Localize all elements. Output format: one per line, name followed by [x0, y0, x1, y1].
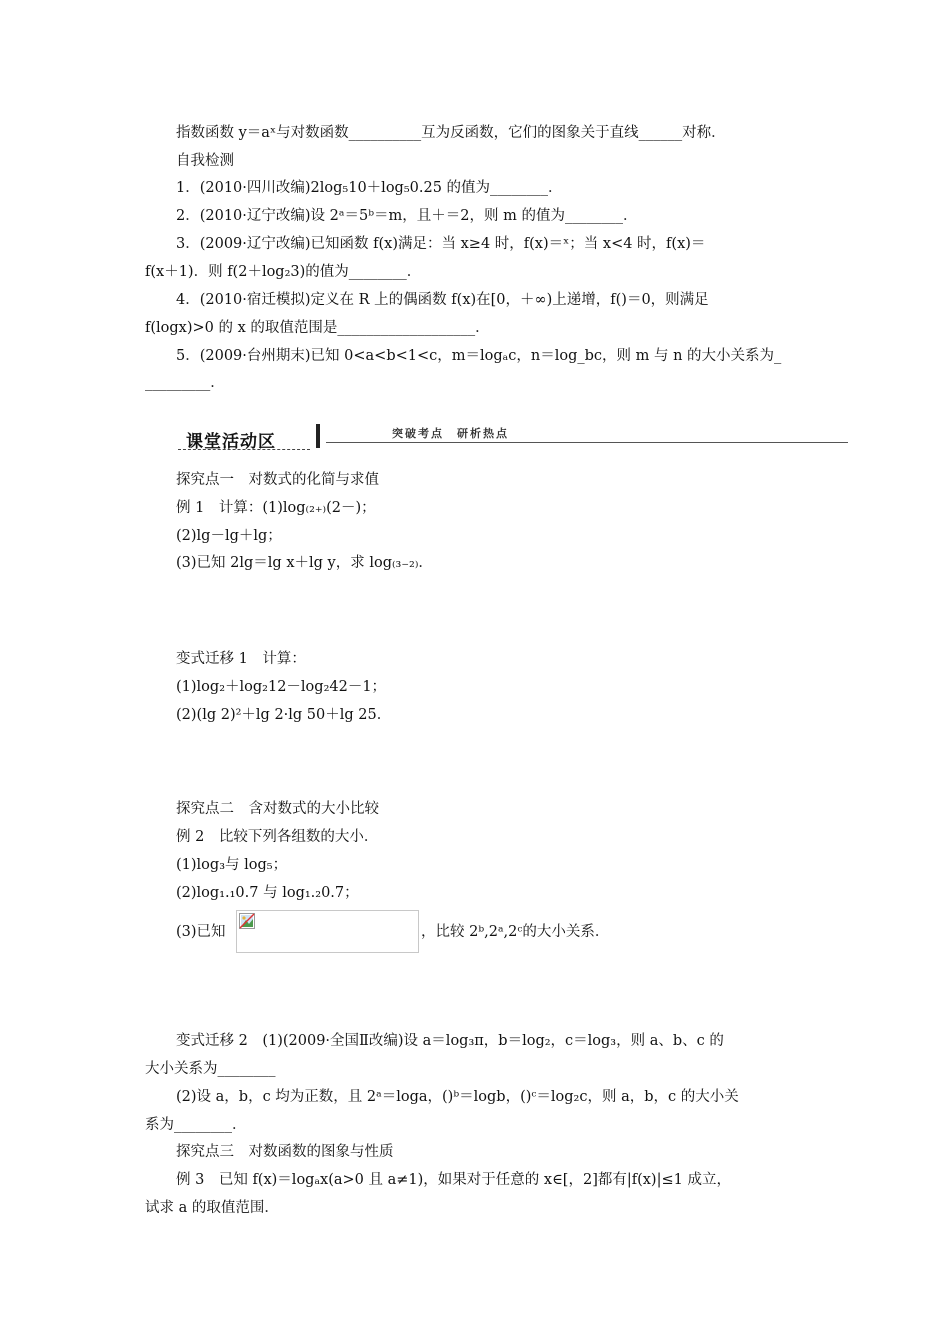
- variant-2-part-2-cont: 系为________．: [145, 1117, 247, 1133]
- question-2: 2．(2010·辽宁改编)设 2ᵃ＝5ᵇ＝m，且＋＝2，则 m 的值为________．: [176, 208, 638, 224]
- question-3: 3．(2009·辽宁改编)已知函数 f(x)满足：当 x≥4 时，f(x)＝ˣ；当 x<4 时，f(x)＝: [176, 236, 706, 252]
- banner-title: 课堂活动区: [186, 432, 276, 452]
- classroom-banner: [176, 421, 848, 453]
- banner-bar: [316, 424, 320, 448]
- example-3-cont: 试求 a 的取值范围．: [145, 1200, 279, 1216]
- variant-2: 变式迁移 2 (1)(2009·全国Ⅱ改编)设 a＝log₃π，b＝log₂，c＝log₃，则 a、b、c 的: [176, 1033, 724, 1049]
- broken-image-placeholder: [236, 910, 419, 953]
- section-heading: 自我检测: [176, 153, 234, 169]
- example-1-part-3: (3)已知 2lg＝lg x＋lg y，求 log₍₃₋₂₎．: [176, 555, 433, 571]
- variant-2-cont: 大小关系为________: [145, 1061, 276, 1077]
- question-5-cont: _________．: [145, 375, 225, 391]
- example-2-part-3-cont: ，比较 2ᵇ,2ᵃ,2ᶜ的大小关系．: [421, 924, 610, 940]
- variant-1-part-1: (1)log₂＋log₂12－log₂42－1；: [176, 679, 387, 695]
- banner-subtitle: 突破考点 研析热点: [392, 427, 509, 440]
- example-2-part-2: (2)log₁.₁0.7 与 log₁.₂0.7；: [176, 885, 359, 901]
- variant-1-part-2: (2)(lg 2)²＋lg 2·lg 50＋lg 25．: [176, 707, 392, 723]
- question-3-cont: f(x＋1)．则 f(2＋log₂3)的值为________．: [145, 264, 422, 280]
- explore-point-3: 探究点三 对数函数的图象与性质: [176, 1144, 394, 1160]
- example-3: 例 3 已知 f(x)＝logₐx(a>0 且 a≠1)，如果对于任意的 x∈[，2]都有|f(x)|≤1 成立，: [176, 1172, 731, 1188]
- variant-2-part-2: (2)设 a，b，c 均为正数，且 2ᵃ＝loga，()ᵇ＝logb，()ᶜ＝log₂c，则 a，b，c 的大小关: [176, 1089, 739, 1105]
- text-line: 指数函数 y＝aˣ与对数函数__________互为反函数，它们的图象关于直线______对称．: [176, 125, 726, 141]
- variant-1: 变式迁移 1 计算：: [176, 651, 306, 667]
- question-1: 1．(2010·四川改编)2log₅10＋log₅0.25 的值为________．: [176, 180, 563, 196]
- broken-image-icon: [239, 913, 255, 929]
- explore-point-2: 探究点二 含对数式的大小比较: [176, 801, 379, 817]
- banner-dash-divider: [178, 449, 310, 450]
- question-5: 5．(2009·台州期末)已知 0<a<b<1<c，m＝logₐc，n＝log_bc，则 m 与 n 的大小关系为_: [176, 348, 782, 364]
- example-2: 例 2 比较下列各组数的大小．: [176, 829, 379, 845]
- explore-point-1: 探究点一 对数式的化简与求值: [176, 472, 379, 488]
- example-2-part-1: (1)log₃与 log₅；: [176, 857, 288, 873]
- example-2-part-3: (3)已知: [176, 924, 226, 940]
- question-4-cont: f(logx)>0 的 x 的取值范围是___________________．: [145, 320, 490, 336]
- example-1-part-2: (2)lg－lg＋lg；: [176, 528, 282, 544]
- example-1: 例 1 计算：(1)log₍₂₊₎(2－)；: [176, 500, 376, 516]
- banner-rule: [326, 442, 848, 443]
- question-4: 4．(2010·宿迁模拟)定义在 R 上的偶函数 f(x)在[0，＋∞)上递增，f()＝0，则满足: [176, 292, 709, 308]
